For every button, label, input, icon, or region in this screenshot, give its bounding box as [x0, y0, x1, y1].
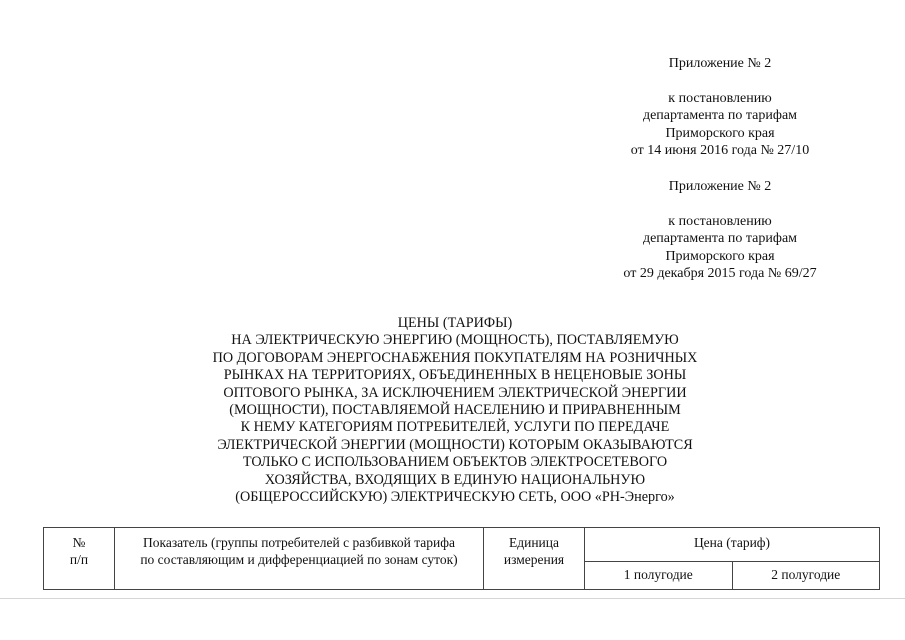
- appendix-line: к постановлению: [668, 90, 772, 106]
- heading-line: ПО ДОГОВОРАМ ЭНЕРГОСНАБЖЕНИЯ ПОКУПАТЕЛЯМ НА РОЗНИЧНЫХ: [212, 349, 698, 366]
- appendix-line: департамента по тарифам: [642, 231, 798, 246]
- appendix-title: Приложение № 2: [668, 179, 772, 194]
- heading-line: ОПТОВОГО РЫНКА, ЗА ИСКЛЮЧЕНИЕМ ЭЛЕКТРИЧЕСКОЙ ЭНЕРГИИ: [223, 384, 687, 401]
- header-price-second-half: 2 полугодие: [732, 562, 880, 590]
- page-edge-divider: [0, 598, 905, 599]
- heading-line: ХОЗЯЙСТВА, ВХОДЯЩИХ В ЕДИНУЮ НАЦИОНАЛЬНУЮ: [264, 471, 646, 488]
- header-number: № п/п: [44, 528, 115, 590]
- appendix-line: департамента по тарифам: [642, 108, 798, 123]
- header-price-first-half: 1 полугодие: [585, 562, 733, 590]
- appendix-block-original: [600, 178, 840, 283]
- heading-line: К НЕМУ КАТЕГОРИЯМ ПОТРЕБИТЕЛЕЙ, УСЛУГИ ПО ПЕРЕДАЧЕ: [240, 419, 670, 436]
- tariff-table: [43, 527, 880, 590]
- appendix-line: Приморского края: [665, 125, 775, 141]
- appendix-block-current: [600, 55, 840, 160]
- appendix-line: к постановлению: [668, 213, 772, 229]
- appendix-line: Приморского края: [665, 248, 775, 264]
- appendix-title: Приложение № 2: [668, 56, 772, 71]
- heading-line: ЭЛЕКТРИЧЕСКОЙ ЭНЕРГИИ (МОЩНОСТИ) КОТОРЫМ ОКАЗЫВАЮТСЯ: [217, 436, 693, 453]
- appendix-date-line: от 14 июня 2016 года № 27/10: [630, 143, 810, 158]
- heading-line: (МОЩНОСТИ), ПОСТАВЛЯЕМОЙ НАСЕЛЕНИЮ И ПРИРАВНЕННЫМ: [229, 402, 681, 419]
- heading-line: РЫНКАХ НА ТЕРРИТОРИЯХ, ОБЪЕДИНЕННЫХ В НЕЦЕНОВЫЕ ЗОНЫ: [223, 367, 687, 384]
- heading-line: ЦЕНЫ (ТАРИФЫ): [397, 315, 513, 331]
- heading-line: ТОЛЬКО С ИСПОЛЬЗОВАНИЕМ ОБЪЕКТОВ ЭЛЕКТРОСЕТЕВОГО: [242, 454, 668, 471]
- document-heading: [150, 315, 760, 506]
- header-unit: Единица измерения: [484, 528, 585, 590]
- appendix-date-line: от 29 декабря 2015 года № 69/27: [623, 266, 817, 281]
- heading-line: (ОБЩЕРОССИЙСКУЮ) ЭЛЕКТРИЧЕСКУЮ СЕТЬ, ООО «РН-Энерго»: [235, 489, 675, 506]
- header-price: Цена (тариф): [585, 528, 880, 562]
- heading-line: НА ЭЛЕКТРИЧЕСКУЮ ЭНЕРГИЮ (МОЩНОСТЬ), ПОСТАВЛЯЕМУЮ: [231, 332, 679, 349]
- header-indicator: Показатель (группы потребителей с разбивкой тарифа по составляющим и дифференциацией по зонам суток): [115, 528, 484, 590]
